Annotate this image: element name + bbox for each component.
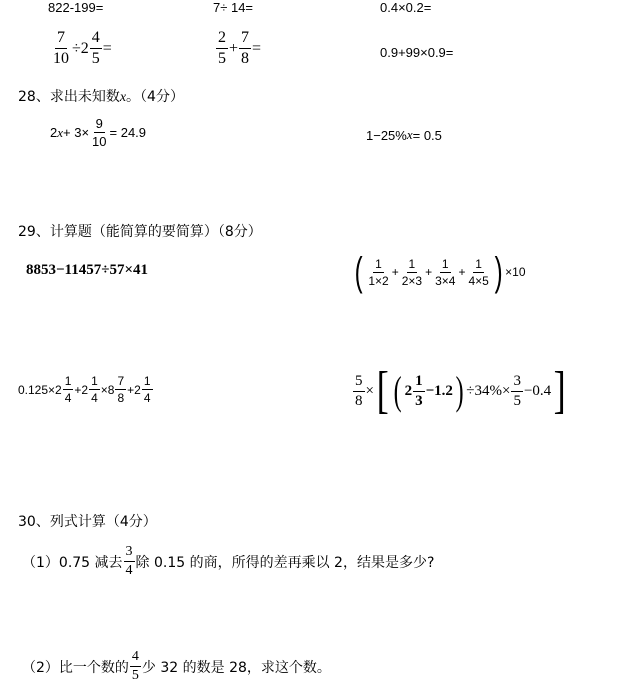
q29-expr-2: ( $\frac{1}{1\times 2}$ + $\frac{1}{2\times 3}$ + $\frac{1}{3\times 4}$ + $\frac{1}{4\times 5}$ ) ×10: [354, 250, 526, 294]
expr-7-div-14: 7÷ 14=: [213, 0, 254, 15]
expr-frac-plus-frac: $\frac{2}{5}$ + $\frac{7}{8}$ =: [218, 29, 262, 67]
q30-heading: 30、列式计算（4分）: [18, 514, 157, 530]
q30-part-1: （1）0.75 减去 $\frac{3}{4}$ 除 0.15 的商，所得的差再乘以 2，结果是多少?: [22, 544, 435, 578]
q29-expr-4: $\frac{5}{8}$ × [ ( 2 $\frac{1}{3}$ −1.2 ) ÷34%× $\frac{3}{5}$ −0.4 ]: [355, 362, 566, 419]
expr-0.4x0.2: 0.4×0.2=: [380, 0, 432, 15]
q28-equation-1: 2 x + 3× $\frac{9}{10}$ = 24.9: [50, 116, 147, 149]
expr-0.9-plus: 0.9+99×0.9=: [380, 45, 454, 60]
q28-heading: 28、求出未知数x。（4分）: [18, 89, 184, 105]
expr-frac-div-mixed: $\frac{7}{10}$ ÷2 $\frac{4}{5}$ =: [53, 29, 112, 67]
q29-expr-3: 0.125×2 $\frac{1}{4}$ +2 $\frac{1}{4}$ ×8 $\frac{7}{8}$ +2 $\frac{1}{4}$: [18, 374, 151, 405]
q28-equation-2: 1−25% x = 0.5: [366, 127, 442, 143]
q30-part-2: （2）比一个数的 $\frac{4}{5}$ 少 32 的数是 28，求这个数。: [22, 649, 331, 683]
expr-822-199: 822-199=: [48, 0, 104, 15]
q29-expr-1: 8853−11457÷57×41: [26, 262, 148, 278]
q29-heading: 29、计算题（能简算的要简算）（8分）: [18, 224, 262, 240]
